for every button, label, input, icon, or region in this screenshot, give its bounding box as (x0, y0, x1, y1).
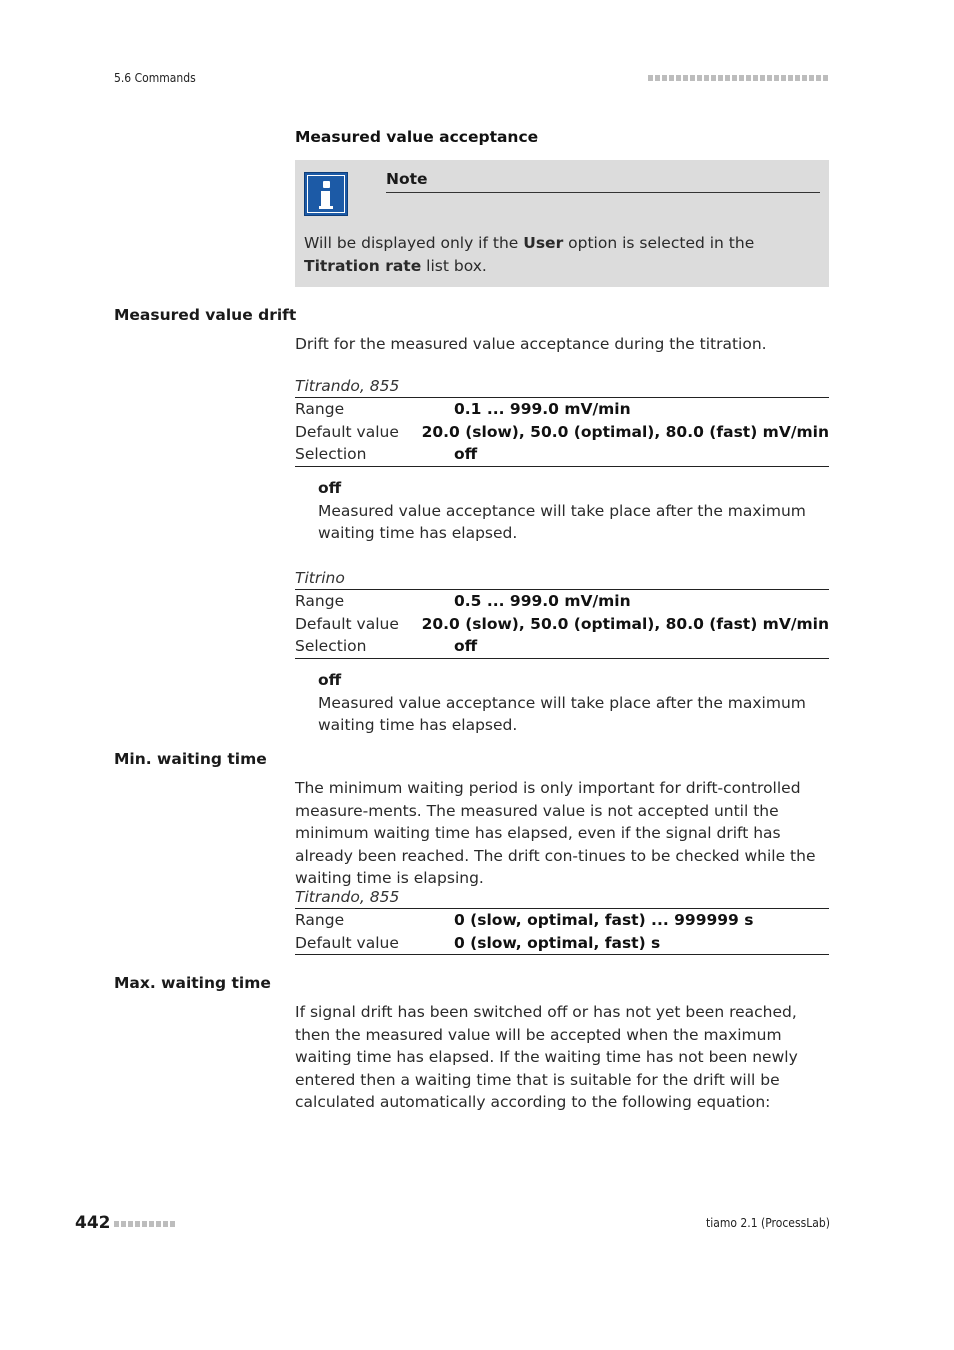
table-row: Range 0.5 ... 999.0 mV/min (295, 592, 631, 610)
running-header-section: 5.6 Commands (114, 71, 196, 85)
max-wait-description: If signal drift has been switched off or has not yet been reached, then the measured value will be accepted when the maximum waiting time has elapsed. If the waiting time has not been newly entered then a waiting time that is suitable for the drift will be calculated automatically according to the following equation: (295, 1003, 798, 1111)
note-divider (386, 192, 820, 193)
min-wait-description: The minimum waiting period is only important for drift-controlled measure-ments. The measured value is not accepted until the minimum waiting time has elapsed, even if the signal drift has already been reached. The drift con-tinues to be checked while the waiting time is elapsing. (295, 779, 816, 887)
option-off: off Measured value acceptance will take place after the maximum waiting time has elapsed. (318, 671, 806, 734)
page-number: 442 (75, 1213, 111, 1233)
table-rule-bottom (295, 466, 829, 467)
min-wait-label: Min. waiting time (114, 750, 267, 768)
table-caption: Titrando, 855 (295, 377, 400, 395)
table-caption: Titrando, 855 (295, 888, 400, 906)
acceptance-title: Measured value acceptance (295, 128, 539, 146)
table-row: Range 0 (slow, optimal, fast) ... 999999 s (295, 911, 754, 929)
product-name: tiamo 2.1 (ProcessLab) (706, 1216, 830, 1230)
table-row: Range 0.1 ... 999.0 mV/min (295, 400, 631, 418)
table-rule-bottom (295, 954, 829, 955)
table-row: Selection off (295, 637, 478, 655)
table-rule-bottom (295, 658, 829, 659)
drift-label: Measured value drift (114, 306, 297, 324)
drift-description: Drift for the measured value acceptance during the titration. (295, 335, 767, 353)
table-row: Default value 20.0 (slow), 50.0 (optimal), 80.0 (fast) mV/min (295, 614, 829, 633)
note-title: Note (386, 170, 428, 188)
note-text: Will be displayed only if the User option is selected in the Titration rate list box. (304, 234, 755, 275)
header-decoration (648, 75, 828, 81)
max-wait-label: Max. waiting time (114, 974, 271, 992)
drift-table-titrando (295, 375, 829, 467)
min-wait-table (295, 886, 829, 955)
table-row: Default value 20.0 (slow), 50.0 (optimal), 80.0 (fast) mV/min (295, 422, 829, 441)
table-caption: Titrino (295, 569, 345, 587)
option-off: off Measured value acceptance will take place after the maximum waiting time has elapsed. (318, 479, 806, 542)
info-icon (304, 172, 348, 216)
drift-table-titrino (295, 567, 829, 659)
footer-decoration (114, 1221, 175, 1227)
table-row: Default value 0 (slow, optimal, fast) s (295, 933, 661, 952)
table-row: Selection off (295, 445, 478, 463)
